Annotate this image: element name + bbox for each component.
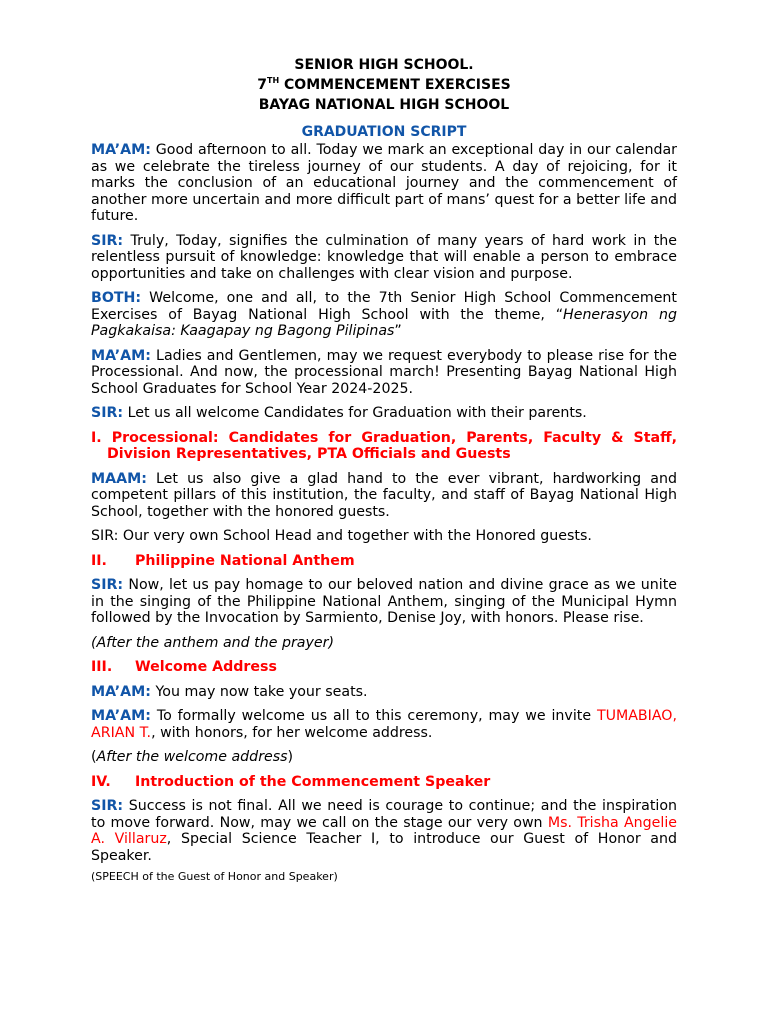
- paragraph-text-after: , with honors, for her welcome address.: [151, 724, 433, 741]
- paragraph-maam-invite: [91, 708, 677, 741]
- stage-direction-text: (After the anthem and the prayer): [91, 634, 334, 651]
- paragraph-sir-school-head: SIR: Our very own School Head and together with the Honored guests.: [91, 528, 592, 544]
- header-event-ordinal: TH: [267, 76, 280, 85]
- paragraph-maam-seats: [91, 684, 677, 701]
- paragraph-sir-anthem: [91, 577, 677, 627]
- paragraph-text: Let us also give a glad hand to the ever vibrant, hardworking and competent pillars of this institution, the faculty, and staff of Bayag National High School, together with the honored guests.: [91, 470, 677, 520]
- speech-note: (SPEECH of the Guest of Honor and Speaker): [91, 870, 338, 883]
- header-school-name: BAYAG NATIONAL HIGH SCHOOL: [258, 97, 510, 113]
- paragraph-sir-introduction: [91, 798, 677, 864]
- section-title: Philippine National Anthem: [135, 552, 355, 569]
- paragraph-text: You may now take your seats.: [150, 683, 368, 700]
- header-school-level: SENIOR HIGH SCHOOL.: [294, 57, 474, 73]
- paren-close: ): [287, 749, 294, 765]
- stage-direction-text: After the welcome address: [96, 749, 288, 765]
- header-event: [91, 75, 677, 95]
- section-welcome-heading: [91, 659, 677, 676]
- speaker-label: BOTH:: [91, 290, 142, 306]
- document-page: [91, 55, 677, 884]
- paragraph-text: To formally welcome us all to this ceremony, may we invite: [150, 708, 597, 724]
- speaker-label: MAAM:: [91, 470, 147, 487]
- stage-direction-anthem: [91, 635, 677, 652]
- section-number: II.: [91, 552, 107, 569]
- paragraph-sir-culmination: [91, 233, 677, 283]
- speaker-label: MA’AM:: [91, 347, 151, 364]
- speaker-label: SIR:: [91, 405, 124, 421]
- speaker-label: SIR:: [91, 798, 124, 814]
- welcome-speaker-name: TUMABIAO, ARIAN T.: [91, 708, 677, 741]
- section-speaker-intro-heading: [91, 774, 677, 791]
- section-number: III.: [91, 659, 113, 675]
- theme-close-quote: ”: [394, 323, 402, 339]
- paragraph-text: Truly, Today, signifies the culmination of many years of hard work in the relentless pursuit of knowledge: knowledge that will enable a person to embrace opportunities and take on challenges with clear vision and purpose.: [91, 232, 677, 282]
- paragraph-text: Let us all welcome Candidates for Graduation with their parents.: [123, 405, 587, 421]
- section-number: IV.: [91, 773, 111, 790]
- script-title: GRADUATION SCRIPT: [301, 124, 467, 140]
- header-event-number: 7: [257, 77, 267, 93]
- section-anthem-heading: [91, 553, 677, 570]
- section-processional-heading: I. Processional: Candidates for Graduation, Parents, Faculty & Staff, Division Representatives, PTA Officials and Guests: [91, 429, 677, 462]
- paragraph-both-welcome: [91, 290, 677, 340]
- speaker-label: MA’AM:: [91, 683, 151, 700]
- paragraph-text: Ladies and Gentlemen, may we request everybody to please rise for the Processional. And now, the processional march! Presenting Bayag National High School Graduates for School Year 2024-2025.: [91, 347, 677, 397]
- paragraph-text: Welcome, one and all, to the 7th Senior High School Commencement Exercises of Bayag National High School with the theme, “: [91, 290, 677, 323]
- paragraph-maam-faculty: [91, 471, 677, 521]
- introducer-name: Ms. Trisha Angelie A. Villaruz: [91, 814, 677, 847]
- speaker-label: MA’AM:: [91, 708, 151, 724]
- paragraph-text: Now, let us pay homage to our beloved nation and divine grace as we unite in the singing of the Philippine National Anthem, singing of the Municipal Hymn followed by the Invocation by Sarmiento, Denise Joy, with honors. Please rise.: [91, 577, 677, 626]
- paragraph-text-after: , Special Science Teacher I, to introduce our Guest of Honor and Speaker.: [91, 831, 677, 864]
- paragraph-maam-opening: [91, 142, 677, 225]
- speaker-label: SIR:: [91, 577, 124, 593]
- stage-direction-welcome: [91, 749, 677, 766]
- section-title: Welcome Address: [135, 659, 277, 675]
- paragraph-text: Success is not final. All we need is courage to continue; and the inspiration to move forward. Now, may we call on the stage our very own: [91, 798, 677, 831]
- theme-text: Henerasyon ng Pagkakaisa: Kaagapay ng Bagong Pilipinas: [91, 306, 677, 339]
- paragraph-maam-processional: [91, 348, 677, 398]
- paragraph-text: Good afternoon to all. Today we mark an exceptional day in our calendar as we celebrate the tireless journey of our students. A day of rejoicing, for it marks the conclusion of an educational journey and the commencement of another more uncertain and more difficult part of mans’ quest for a better life and future.: [91, 142, 677, 224]
- paren-open: (: [91, 749, 97, 765]
- speaker-label: SIR:: [91, 232, 124, 249]
- paragraph-sir-candidates: [91, 405, 677, 422]
- section-title: Introduction of the Commencement Speaker: [135, 773, 491, 790]
- speaker-label: MA’AM:: [91, 142, 151, 158]
- header-event-label: COMMENCEMENT EXERCISES: [279, 77, 511, 93]
